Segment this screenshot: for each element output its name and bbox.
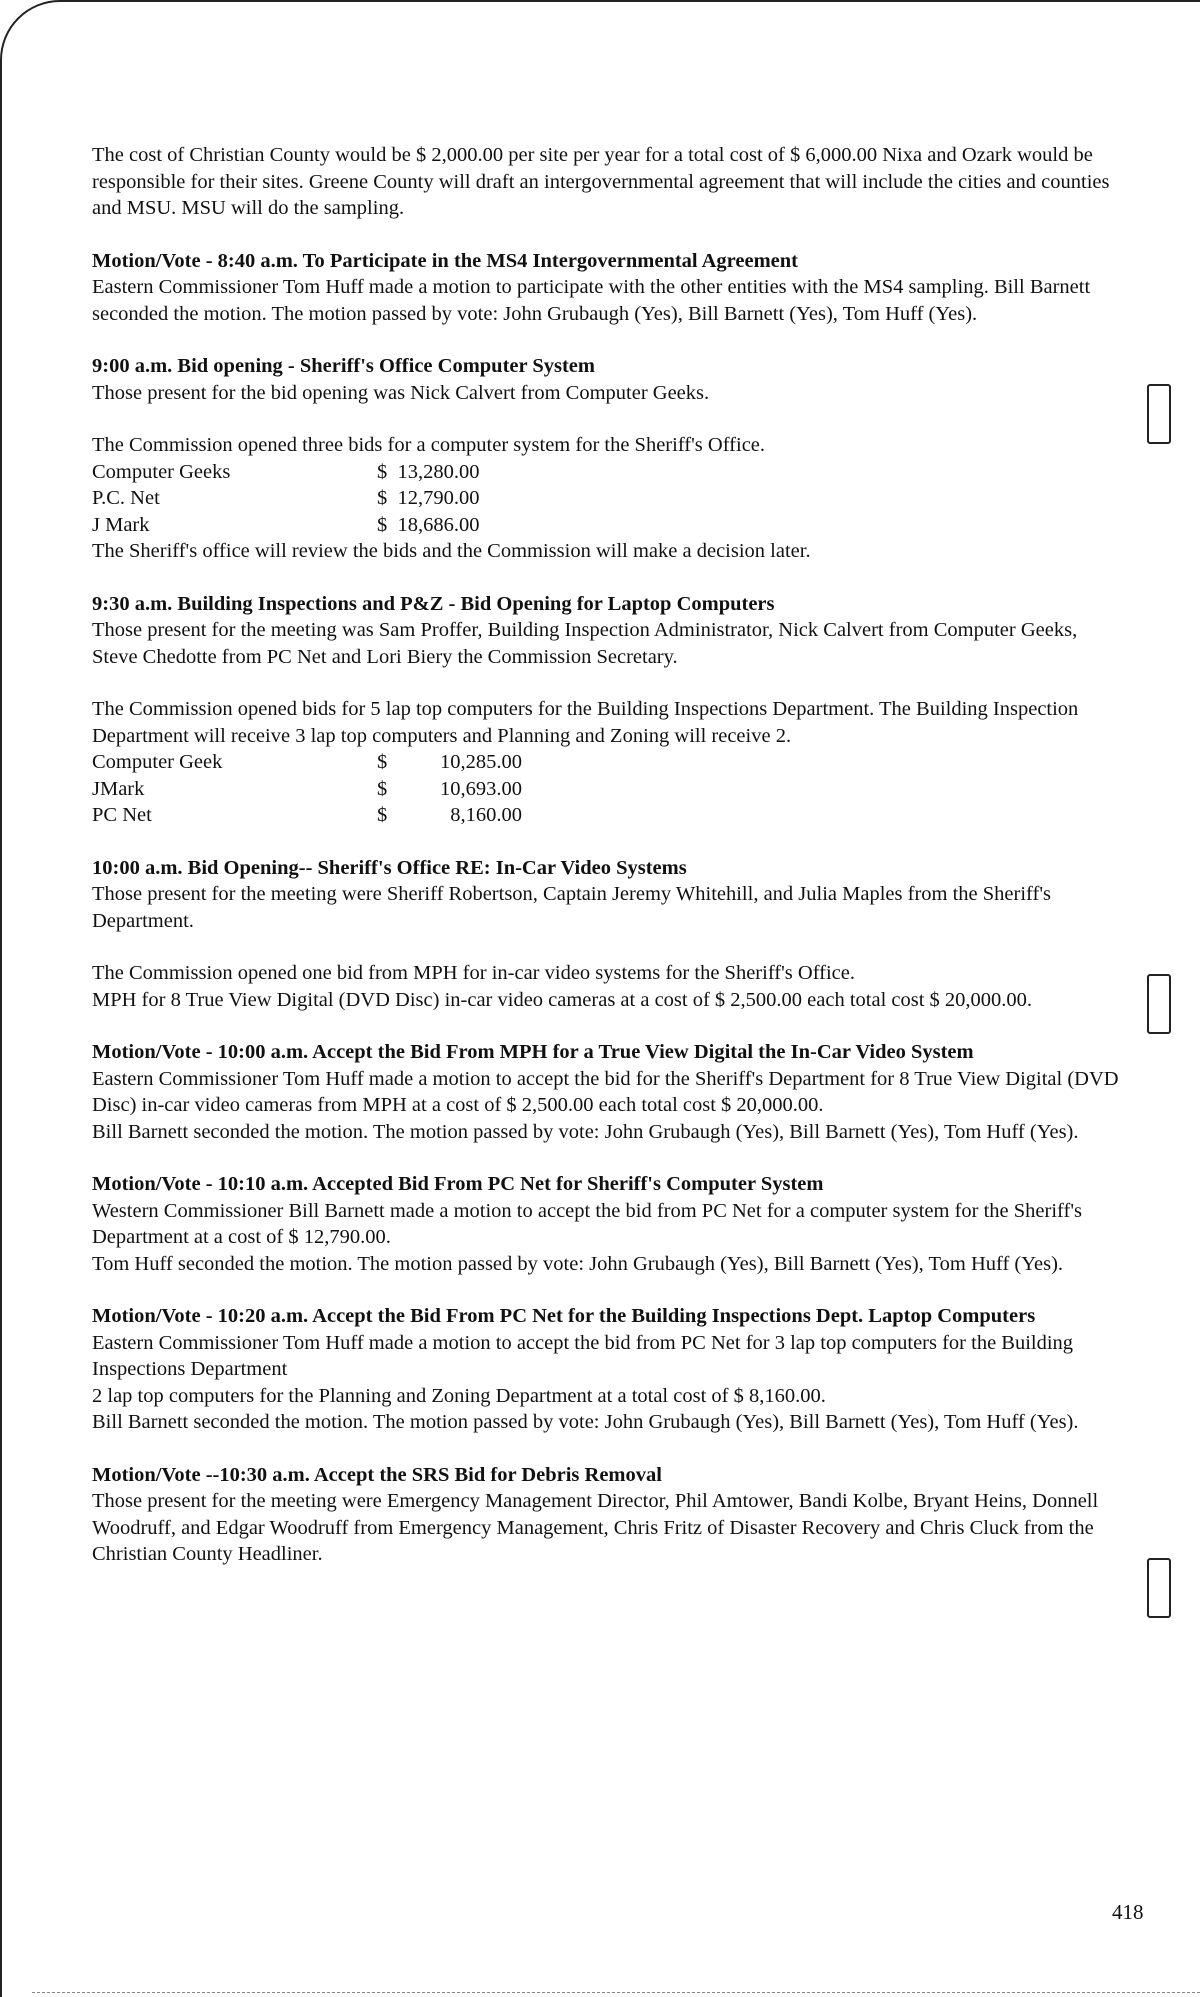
laptop-bid-opening-section xyxy=(92,591,1127,829)
section-heading: Motion/Vote - 8:40 a.m. To Participate in the MS4 Intergovernmental Agreement xyxy=(92,249,799,272)
section-heading: 9:00 a.m. Bid opening - Sheriff's Office Computer System xyxy=(92,355,595,377)
closing-text: The Sheriff's office will review the bids and the Commission will make a decision later. xyxy=(92,540,811,562)
vote-text: Bill Barnett seconded the motion. The motion passed by vote: John Grubaugh (Yes), Bill Barnett (Yes), Tom Huff (Yes). xyxy=(92,1411,1079,1433)
computer-vote-section xyxy=(92,1171,1127,1277)
video-bid-opening-section xyxy=(92,855,1127,1014)
section-heading: Motion/Vote --10:30 a.m. Accept the SRS Bid for Debris Removal xyxy=(92,1463,662,1486)
sheriff-bid-opening-section xyxy=(92,353,1127,565)
motion-text: Western Commissioner Bill Barnett made a motion to accept the bid from PC Net for a computer system for the Sheriff's Department at a cost of $ 12,790.00. xyxy=(92,1199,1083,1248)
section-heading: Motion/Vote - 10:00 a.m. Accept the Bid From MPH for a True View Digital the In-Car Video System xyxy=(92,1041,974,1063)
bid-vendor: Computer Geek xyxy=(92,751,223,773)
bid-amount: $ 12,790.00 xyxy=(377,487,480,509)
video-vote-section xyxy=(92,1039,1127,1145)
currency-symbol: $ xyxy=(377,804,388,826)
laptop-vote-section xyxy=(92,1303,1127,1436)
bid-amount: $ 13,280.00 xyxy=(377,460,480,483)
bid-summary-text: The Commission opened one bid from MPH for in-car video systems for the Sheriff's Office. xyxy=(92,962,856,984)
bid-vendor: Computer Geeks xyxy=(92,460,231,483)
section-heading: Motion/Vote - 10:20 a.m. Accept the Bid From PC Net for the Building Inspections Dept. Laptop Computers xyxy=(92,1305,1036,1327)
motion-text: Eastern Commissioner Tom Huff made a motion to accept the bid from PC Net for 3 lap top computers for the Building Inspections Department xyxy=(92,1331,1074,1380)
motion-text: Eastern Commissioner Tom Huff made a motion to accept the bid for the Sheriff's Department for 8 True View Digital (DVD Disc) in-car video cameras from MPH at a cost of $ 2,500.00 each total cost $ 20,000.00. xyxy=(92,1067,1119,1116)
section-body: Eastern Commissioner Tom Huff made a motion to participate with the other entities with the MS4 sampling. Bill Barnett seconded the motion. The motion passed by vote: John Grubaugh (Yes), Bill Barnett (Yes), Tom Huff (Yes). xyxy=(92,276,1091,325)
page-bottom-edge xyxy=(32,1992,1200,1993)
intro-paragraph xyxy=(92,142,1127,222)
vote-text: Bill Barnett seconded the motion. The motion passed by vote: John Grubaugh (Yes), Bill Barnett (Yes), Tom Huff (Yes). xyxy=(92,1120,1079,1143)
margin-bracket-marker xyxy=(1147,384,1171,444)
attendees-text: Those present for the meeting were Emergency Management Director, Phil Amtower, Bandi Kolbe, Bryant Heins, Donnell Woodruff, and Edgar Woodruff from Emergency Management, Chris Fritz of Disaster Recovery and Chris Cluck from the Christian County Headliner. xyxy=(92,1490,1099,1565)
amount-value: 10,693.00 xyxy=(440,777,522,800)
margin-bracket-marker xyxy=(1147,1558,1171,1618)
bid-amount xyxy=(377,776,522,803)
currency-symbol: $ xyxy=(377,777,388,800)
bid-vendor: PC Net xyxy=(92,804,152,826)
attendees-text: Those present for the meeting was Sam Proffer, Building Inspection Administrator, Nick Calvert from Computer Geeks, Steve Chedotte from PC Net and Lori Biery the Commission Secretary. xyxy=(92,619,1078,668)
ms4-vote-section xyxy=(92,248,1127,328)
bids-intro-text: The Commission opened three bids for a computer system for the Sheriff's Office. xyxy=(92,434,766,456)
page-number: 418 xyxy=(1112,1900,1144,1924)
bid-amount xyxy=(377,802,522,829)
bid-list xyxy=(92,459,1127,539)
amount-value: 10,285.00 xyxy=(440,751,522,773)
document-content xyxy=(92,142,1127,1594)
motion-text-continued: 2 lap top computers for the Planning and Zoning Department at a total cost of $ 8,160.00. xyxy=(92,1384,826,1407)
margin-bracket-marker xyxy=(1147,974,1171,1034)
vote-text: Tom Huff seconded the motion. The motion passed by vote: John Grubaugh (Yes), Bill Barnett (Yes), Tom Huff (Yes). xyxy=(92,1252,1064,1275)
section-heading: 10:00 a.m. Bid Opening-- Sheriff's Office RE: In-Car Video Systems xyxy=(92,856,687,879)
attendees-text: Those present for the meeting were Sheriff Robertson, Captain Jeremy Whitehill, and Julia Maples from the Sheriff's Department. xyxy=(92,883,1051,932)
bid-amount xyxy=(377,749,522,776)
intro-text: The cost of Christian County would be $ 2,000.00 per site per year for a total cost of $ 6,000.00 Nixa and Ozark would be responsible for their sites. Greene County will draft an intergovernmental agreement that will include the cities and counties and MSU. MSU will do the sampling. xyxy=(92,144,1110,219)
bid-vendor: JMark xyxy=(92,777,145,800)
section-heading: 9:30 a.m. Building Inspections and P&Z - Bid Opening for Laptop Computers xyxy=(92,592,775,615)
attendees-text: Those present for the bid opening was Nick Calvert from Computer Geeks. xyxy=(92,381,710,404)
bid-vendor: P.C. Net xyxy=(92,487,160,509)
section-heading: Motion/Vote - 10:10 a.m. Accepted Bid From PC Net for Sheriff's Computer System xyxy=(92,1173,824,1195)
bids-intro-text: The Commission opened bids for 5 lap top computers for the Building Inspections Department. The Building Inspection Department will receive 3 lap top computers and Planning and Zoning will receive 2. xyxy=(92,698,1079,747)
currency-symbol: $ xyxy=(377,751,388,773)
debris-vote-section xyxy=(92,1462,1127,1568)
bid-list xyxy=(92,749,1127,829)
bid-vendor: J Mark xyxy=(92,513,150,536)
bid-detail-text: MPH for 8 True View Digital (DVD Disc) in-car video cameras at a cost of $ 2,500.00 each total cost $ 20,000.00. xyxy=(92,988,1033,1011)
bid-amount: $ 18,686.00 xyxy=(377,513,480,536)
amount-value: 8,160.00 xyxy=(450,804,522,826)
